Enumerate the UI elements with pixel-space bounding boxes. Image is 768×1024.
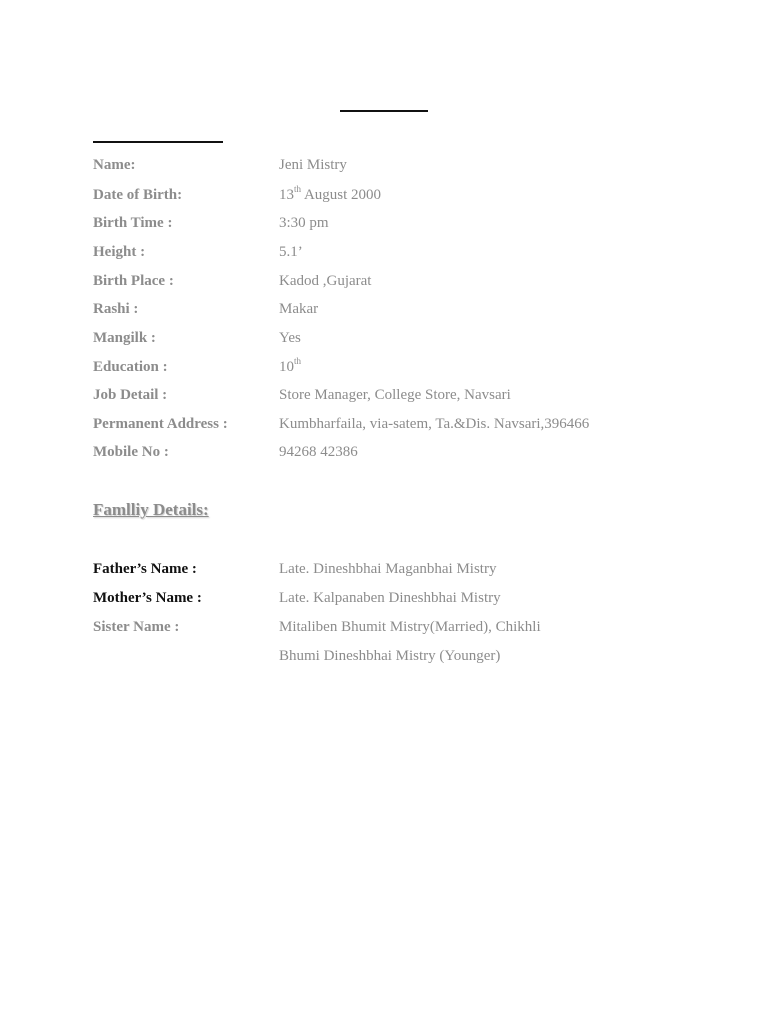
job-label: Job Detail : bbox=[93, 387, 168, 403]
education-value bbox=[279, 356, 301, 378]
education-grade-suffix: th bbox=[294, 356, 302, 366]
sister-row bbox=[0, 616, 768, 638]
mobile-label: Mobile No : bbox=[93, 444, 169, 460]
birth-place-row bbox=[0, 270, 768, 292]
dob-label: Date of Birth: bbox=[93, 187, 183, 203]
father-value: Late. Dineshbhai Maganbhai Mistry bbox=[279, 561, 497, 577]
rashi-label: Rashi : bbox=[93, 301, 139, 317]
job-row bbox=[0, 384, 768, 406]
mangilk-value: Yes bbox=[279, 330, 301, 346]
rashi-row bbox=[0, 298, 768, 320]
height-value: 5.1’ bbox=[279, 244, 303, 260]
sister-label: Sister Name : bbox=[93, 619, 180, 635]
dob-month-year: August 2000 bbox=[301, 187, 382, 203]
dob-row bbox=[0, 184, 768, 206]
title-underline bbox=[340, 110, 428, 112]
mother-label: Mother’s Name : bbox=[93, 590, 202, 606]
mother-row bbox=[0, 587, 768, 609]
job-value: Store Manager, College Store, Navsari bbox=[279, 387, 511, 403]
address-value: Kumbharfaila, via-satem, Ta.&Dis. Navsari,396466 bbox=[279, 416, 590, 432]
birth-time-label: Birth Time : bbox=[93, 215, 173, 231]
mobile-row bbox=[0, 441, 768, 463]
education-row bbox=[0, 356, 768, 378]
birth-time-row bbox=[0, 212, 768, 234]
rashi-value: Makar bbox=[279, 301, 319, 317]
sister-value-2: Bhumi Dineshbhai Mistry (Younger) bbox=[279, 648, 501, 664]
height-label: Height : bbox=[93, 244, 146, 260]
sister-value: Mitaliben Bhumit Mistry(Married), Chikhli bbox=[279, 619, 541, 635]
section-underline bbox=[93, 141, 223, 143]
name-value: Jeni Mistry bbox=[279, 157, 347, 173]
address-row bbox=[0, 413, 768, 435]
birth-place-value: Kadod ,Gujarat bbox=[279, 273, 372, 289]
name-label: Name: bbox=[93, 157, 136, 173]
dob-value bbox=[279, 184, 381, 206]
education-grade: 10 bbox=[279, 359, 294, 375]
address-label: Permanent Address : bbox=[93, 416, 228, 432]
father-row bbox=[0, 558, 768, 580]
dob-day: 13 bbox=[279, 187, 294, 203]
sister-row-2 bbox=[0, 645, 768, 667]
mangilk-row bbox=[0, 327, 768, 349]
dob-day-suffix: th bbox=[294, 184, 302, 194]
birth-place-label: Birth Place : bbox=[93, 273, 174, 289]
mangilk-label: Mangilk : bbox=[93, 330, 156, 346]
family-details-heading: Famlliy Details: bbox=[93, 500, 209, 519]
birth-time-value: 3:30 pm bbox=[279, 215, 329, 231]
name-row bbox=[0, 154, 768, 176]
education-label: Education : bbox=[93, 359, 168, 375]
mobile-value: 94268 42386 bbox=[279, 444, 358, 460]
mother-value: Late. Kalpanaben Dineshbhai Mistry bbox=[279, 590, 501, 606]
father-label: Father’s Name : bbox=[93, 561, 197, 577]
height-row bbox=[0, 241, 768, 263]
